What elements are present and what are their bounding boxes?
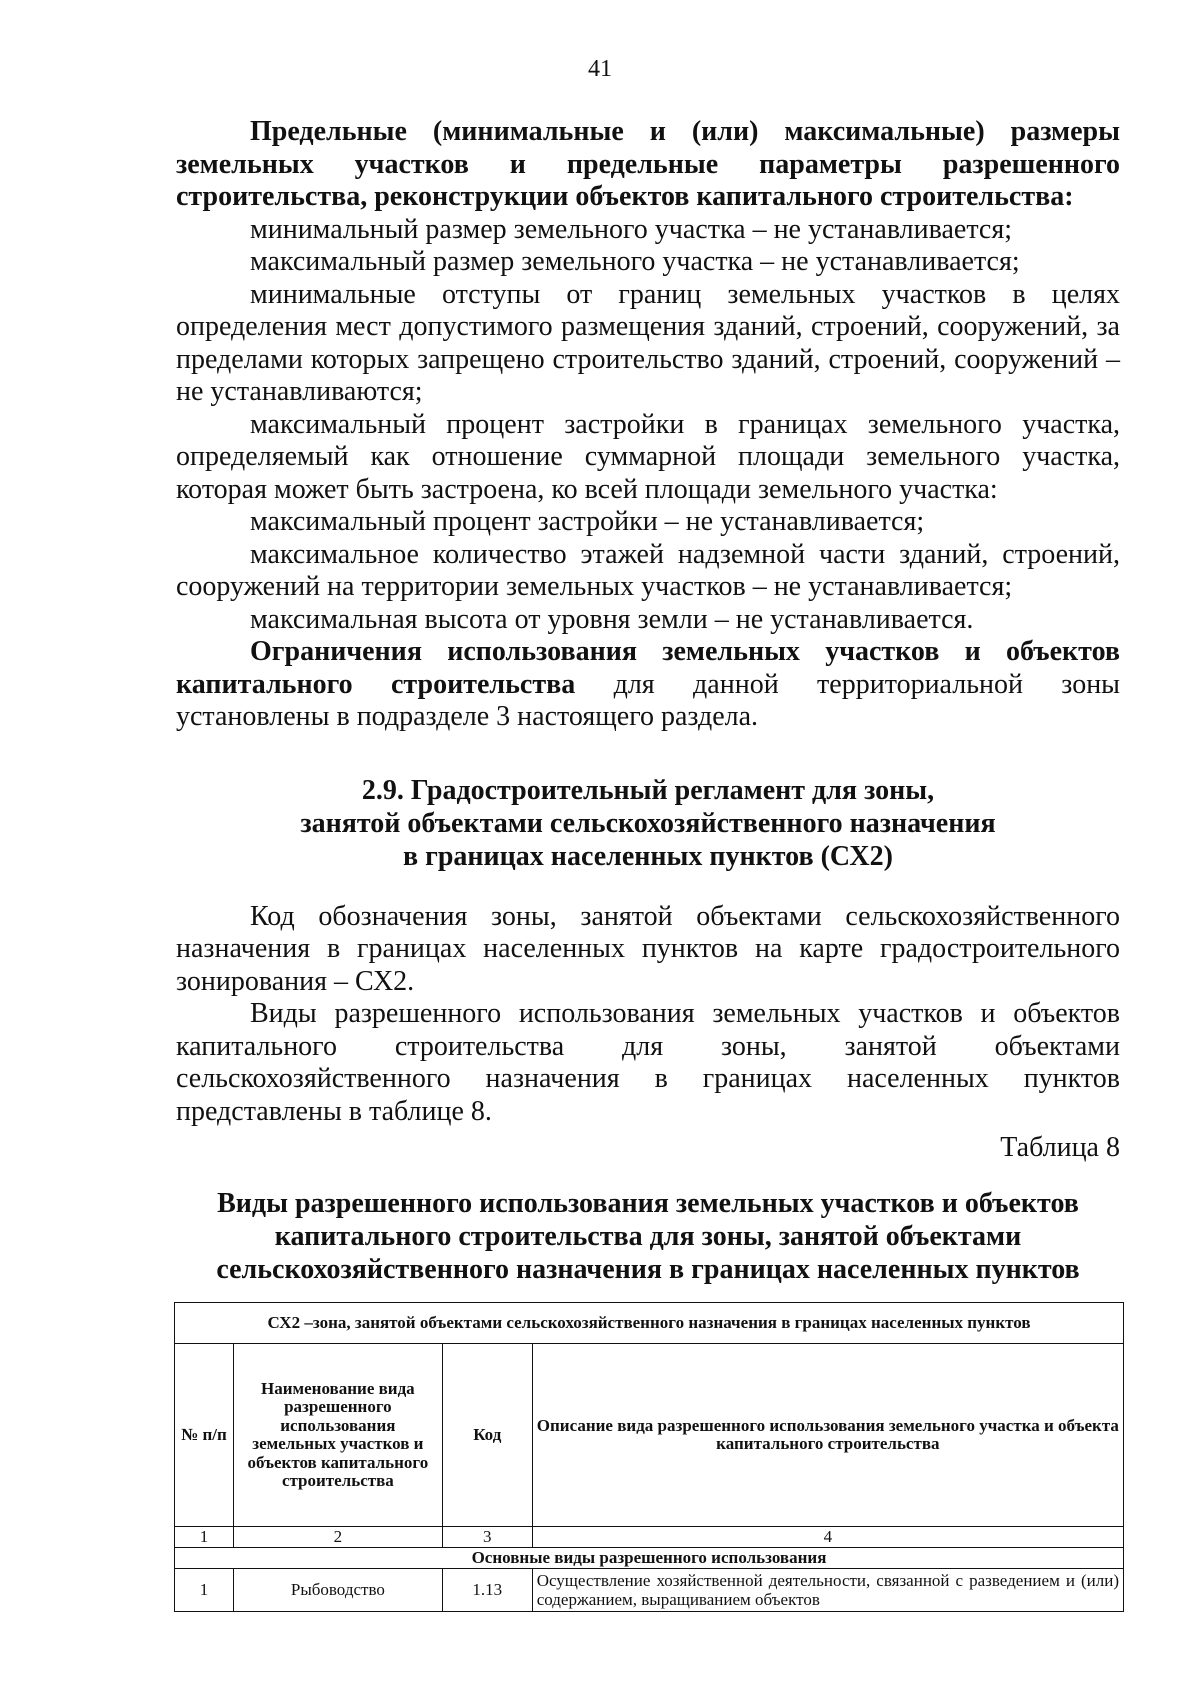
table-title-line: сельскохозяйственного назначения в границах населенных пунктов (216, 1253, 1080, 1285)
limit-item: максимальное количество этажей надземной части зданий, строений, сооружений на территории земельных участков – не устанавливается; (176, 538, 1120, 602)
restrictions-bold: Ограничения использования земельных участков и объектов капитального строительства (176, 636, 1120, 700)
permitted-use-table (174, 1302, 1124, 1612)
column-number: 4 (532, 1527, 1123, 1548)
row-code: 1.13 (442, 1569, 532, 1612)
limit-item: максимальный процент застройки – не устанавливается; (250, 506, 925, 537)
section-heading-line: 2.9. Градостроительный регламент для зоны, (361, 774, 935, 806)
table-row (175, 1569, 1124, 1612)
permitted-use-paragraph: Виды разрешенного использования земельных участков и объектов капитального строительства для зоны, занятой объектами сельскохозяйственного назначения в границах населенных пунктов представлены в таблице 8. (176, 998, 1120, 1127)
section-label: Основные виды разрешенного использования (175, 1548, 1124, 1569)
limit-item: максимальный процент застройки в границах земельного участка, определяемый как отношение суммарной площади земельного участка, которая может быть застроена, ко всей площади земельного участка: (176, 408, 1120, 505)
column-number: 1 (175, 1527, 234, 1548)
table-title-line: капитального строительства для зоны, занятой объектами (274, 1220, 1022, 1252)
restrictions-rest: для данной территориальной зоны установлены в подразделе 3 настоящего раздела. (176, 668, 1120, 732)
zone-code-paragraph: Код обозначения зоны, занятой объектами сельскохозяйственного назначения в границах населенных пунктов на карте градостроительного зонирования – СХ2. (176, 900, 1120, 997)
header-name: Наименование вида разрешенного использования земельных участков и объектов капитального строительства (233, 1344, 442, 1527)
header-desc: Описание вида разрешенного использования земельного участка и объекта капитального строительства (532, 1344, 1123, 1527)
zone-caption: СХ2 –зона, занятой объектами сельскохозяйственного назначения в границах населенных пунктов (175, 1303, 1124, 1344)
restrictions-paragraph (176, 636, 1120, 734)
header-code: Код (442, 1344, 532, 1527)
section-heading (176, 774, 1120, 873)
column-number: 2 (233, 1527, 442, 1548)
row-num: 1 (175, 1569, 234, 1612)
section-heading-line: занятой объектами сельскохозяйственного назначения (300, 807, 996, 839)
table-caption: Таблица 8 (1000, 1132, 1120, 1163)
limit-item: максимальная высота от уровня земли – не устанавливается. (250, 603, 974, 635)
row-name: Рыбоводство (233, 1569, 442, 1612)
page-number: 41 (588, 56, 612, 82)
column-number: 3 (442, 1527, 532, 1548)
limit-item: минимальный размер земельного участка – не устанавливается; (250, 213, 1013, 245)
limit-item: минимальные отступы от границ земельных участков в целях определения мест допустимого размещения зданий, строений, сооружений, за пределами которых запрещено строительство зданий, строений, сооружений – не устанавливаются; (176, 278, 1120, 407)
section-heading-line: в границах населенных пунктов (СХ2) (403, 840, 893, 872)
row-desc: Осуществление хозяйственной деятельности, связанной с разведением и (или) содержанием, выращиванием объектов (532, 1569, 1123, 1612)
table-title-line: Виды разрешенного использования земельных участков и объектов (217, 1187, 1079, 1219)
header-num: № п/п (175, 1344, 234, 1527)
limit-item: максимальный размер земельного участка – не устанавливается; (250, 246, 1020, 277)
limits-title: Предельные (минимальные и (или) максимальные) размеры земельных участков и предельные параметры разрешенного строительства, реконструкции объектов капитального строительства: (176, 116, 1120, 212)
table-title (176, 1187, 1120, 1286)
document-body (176, 116, 1120, 1306)
